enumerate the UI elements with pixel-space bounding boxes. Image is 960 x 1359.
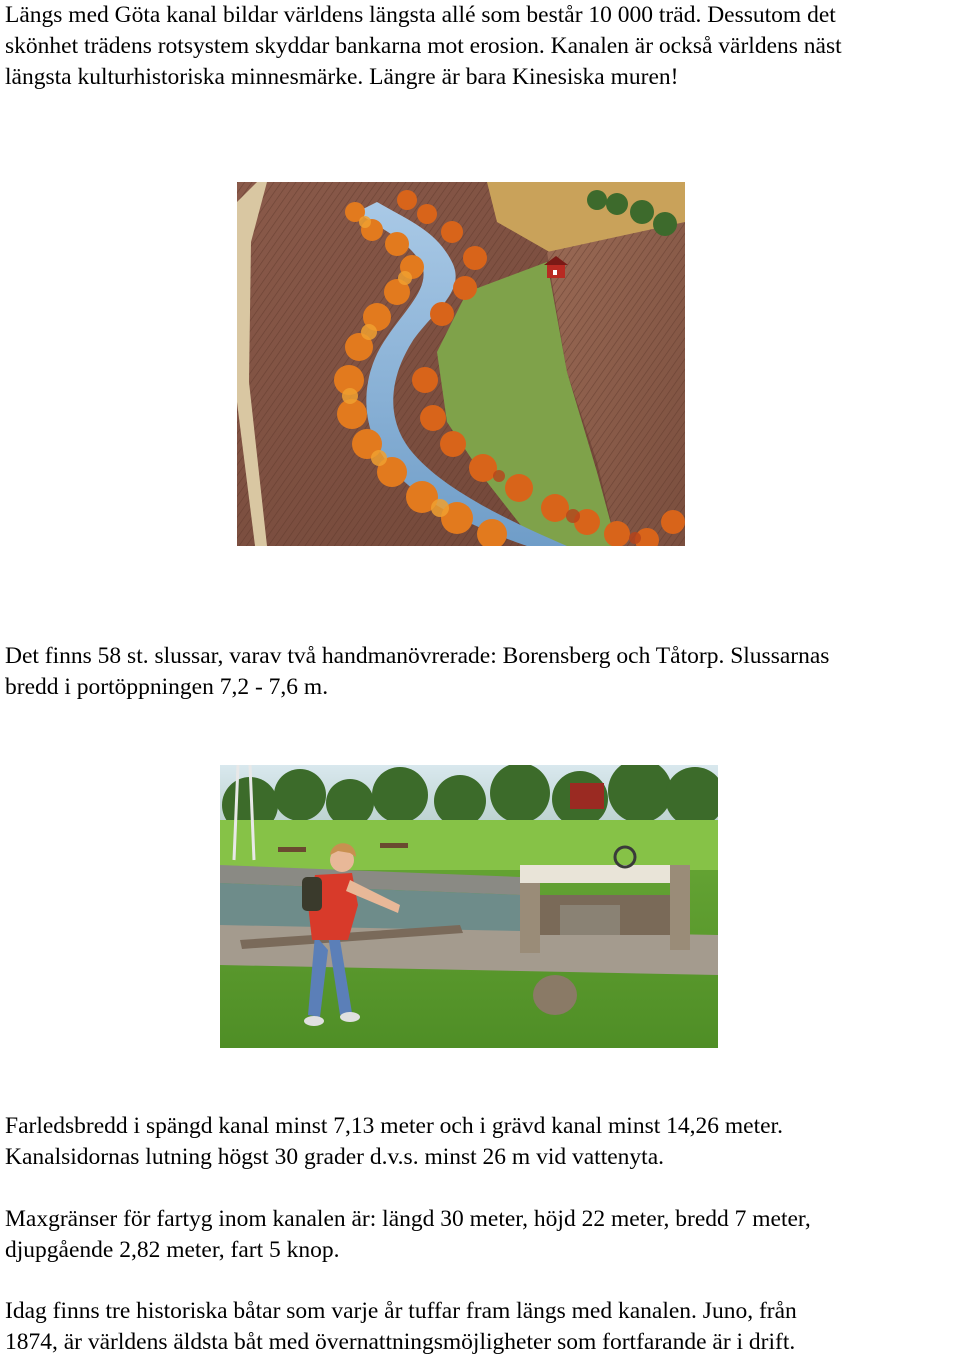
intro-line-3: längsta kulturhistoriska minnesmärke. Längre är bara Kinesiska muren! [5, 64, 679, 90]
locks-line-2: bredd i portöppningen 7,2 - 7,6 m. [5, 674, 329, 700]
fairway-line-1: Farledsbredd i spängd kanal minst 7,13 meter och i grävd kanal minst 14,26 meter. [5, 1113, 783, 1139]
locks-line-1: Det finns 58 st. slussar, varav två handmanövrerade: Borensberg och Tåtorp. Slussarnas [5, 643, 830, 669]
boats-paragraph [5, 1296, 945, 1358]
canal-aerial-photo [237, 182, 685, 546]
boats-line-2: 1874, är världens äldsta båt med övernattningsmöjligheter som fortfarande är i drift. [5, 1329, 796, 1355]
limits-line-2: djupgående 2,82 meter, fart 5 knop. [5, 1237, 340, 1263]
intro-line-2: skönhet trädens rotsystem skyddar bankarna mot erosion. Kanalen är också världens näst [5, 33, 842, 59]
intro-paragraph [5, 0, 945, 93]
locks-paragraph [5, 641, 945, 703]
fairway-line-2: Kanalsidornas lutning högst 30 grader d.v.s. minst 26 m vid vattenyta. [5, 1144, 664, 1170]
canal-lock-photo [220, 765, 718, 1048]
intro-line-1: Längs med Göta kanal bildar världens längsta allé som består 10 000 träd. Dessutom det [5, 2, 836, 28]
fairway-paragraph [5, 1111, 945, 1173]
limits-line-1: Maxgränser för fartyg inom kanalen är: längd 30 meter, höjd 22 meter, bredd 7 meter, [5, 1206, 811, 1232]
boats-line-1: Idag finns tre historiska båtar som varje år tuffar fram längs med kanalen. Juno, från [5, 1298, 797, 1324]
limits-paragraph [5, 1204, 945, 1266]
